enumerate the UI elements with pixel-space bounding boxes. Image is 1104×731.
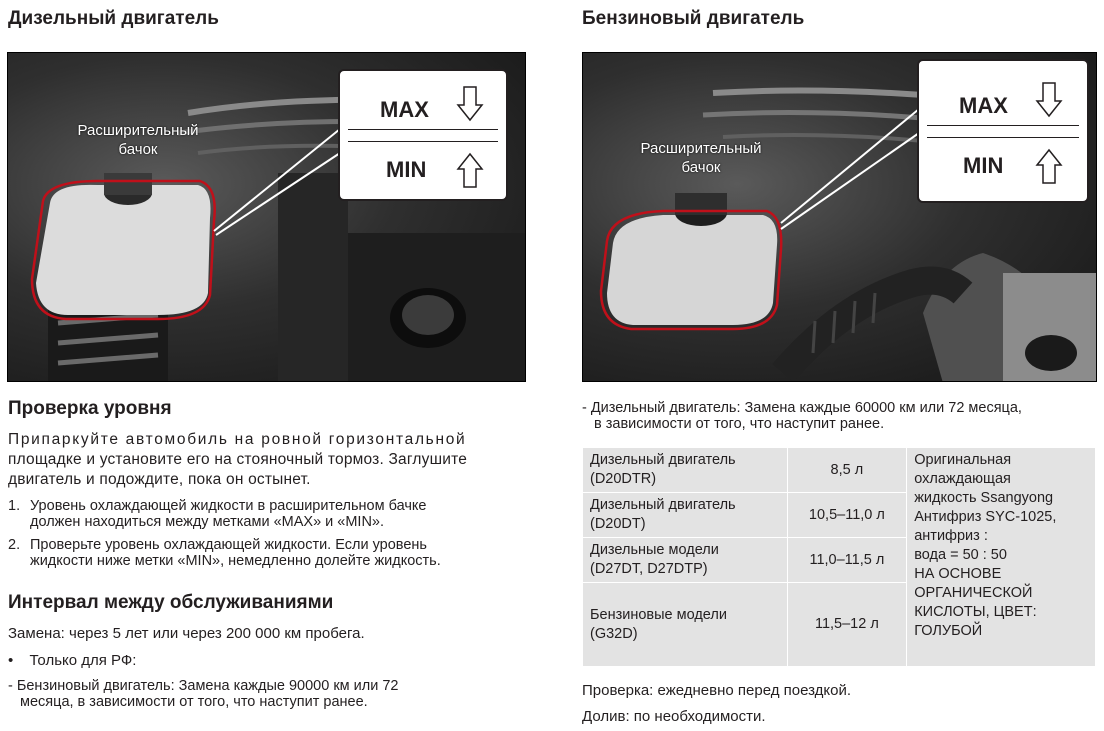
volume-cell: 11,5–12 л [787, 583, 907, 667]
model-code: (D27DT, D27DTP) [590, 561, 708, 577]
diesel-interval-note [582, 400, 1022, 432]
arrow-down-icon [1035, 81, 1063, 119]
model-code: (D20DT) [590, 516, 646, 532]
spec-line: ГОЛУБОЙ [914, 623, 983, 639]
petrol-level-callout [917, 59, 1089, 203]
diesel-tank-label [58, 121, 218, 159]
model-name: Дизельные модели [590, 542, 719, 558]
rf-only-bullet [8, 652, 136, 669]
check-level-title: Проверка уровня [8, 398, 172, 419]
check-level-paragraph [8, 430, 467, 490]
step-text: жидкости ниже метки «MIN», немедленно долейте жидкость. [30, 553, 441, 569]
diesel-heading: Дизельный двигатель [8, 8, 219, 29]
model-cell [583, 448, 788, 493]
diesel-min-label: MIN [386, 157, 427, 182]
service-interval-title: Интервал между обслуживаниями [8, 592, 334, 613]
petrol-max-line [927, 125, 1079, 126]
arrow-down-icon [456, 85, 484, 123]
diesel-level-callout [338, 69, 508, 201]
model-code: (G32D) [590, 625, 638, 642]
spec-line: жидкость Ssangyong [914, 490, 1054, 506]
volume-cell: 8,5 л [787, 448, 907, 493]
petrol-engine-photo [582, 52, 1097, 382]
coolant-spec-cell [907, 448, 1096, 667]
model-cell [583, 583, 788, 667]
paragraph-line: двигатель и подождите, пока он остынет. [8, 471, 311, 488]
check-frequency: Проверка: ежедневно перед поездкой. [582, 682, 852, 699]
volume-cell: 11,0–11,5 л [787, 538, 907, 583]
paragraph-line: площадке и установите его на стояночный тормоз. Заглушите [8, 451, 468, 468]
note-line: - Бензиновый двигатель: Замена каждые 90000 км или 72 [8, 678, 399, 694]
petrol-max-label: MAX [959, 93, 1008, 118]
note-line: в зависимости от того, что наступит ранее. [594, 416, 885, 432]
diesel-max-label: MAX [380, 97, 429, 122]
model-name: Бензиновые модели [590, 606, 727, 623]
arrow-up-icon [1035, 147, 1063, 185]
paragraph-line: Припаркуйте автомобиль на ровной горизонтальной [8, 431, 467, 448]
volume-cell: 10,5–11,0 л [787, 493, 907, 538]
model-name: Дизельный двигатель [590, 497, 736, 513]
step-number: 2. [8, 537, 21, 553]
diesel-engine-photo [7, 52, 526, 382]
spec-line: ОРГАНИЧЕСКОЙ [914, 585, 1033, 601]
arrow-up-icon [456, 151, 484, 189]
step-text: Проверьте уровень охлаждающей жидкости. Если уровень [30, 537, 427, 553]
petrol-min-line [927, 137, 1079, 138]
petrol-interval-note [8, 678, 399, 710]
petrol-min-label: MIN [963, 153, 1004, 178]
model-cell [583, 538, 788, 583]
step-number: 1. [8, 498, 21, 514]
spec-line: Антифриз SYC-1025, [914, 509, 1057, 525]
model-name: Дизельный двигатель [590, 452, 736, 468]
diesel-min-line [348, 141, 498, 142]
spec-line: антифриз : [914, 528, 988, 544]
model-code: (D20DTR) [590, 471, 657, 487]
note-line: месяца, в зависимости от того, что наступит ранее. [20, 694, 368, 710]
coolant-capacity-table [582, 447, 1096, 667]
spec-line: КИСЛОТЫ, ЦВЕТ: [914, 604, 1037, 620]
note-line: - Дизельный двигатель: Замена каждые 60000 км или 72 месяца, [582, 400, 1022, 416]
step-text: Уровень охлаждающей жидкости в расширительном бачке [30, 498, 427, 514]
diesel-tank-label-line1: Расширительный [77, 122, 199, 139]
spec-line: охлаждающая [914, 471, 1011, 487]
replacement-interval: Замена: через 5 лет или через 200 000 км пробега. [8, 625, 365, 642]
petrol-tank-label [621, 139, 781, 177]
model-cell [583, 493, 788, 538]
bullet-icon: • [8, 652, 14, 669]
topup-frequency: Долив: по необходимости. [582, 708, 766, 725]
diesel-max-line [348, 129, 498, 130]
spec-line: Оригинальная [914, 452, 1012, 468]
petrol-heading: Бензиновый двигатель [582, 8, 805, 29]
petrol-tank-label-line2: бачок [681, 159, 721, 176]
spec-line: НА ОСНОВЕ [914, 566, 1002, 582]
petrol-tank-label-line1: Расширительный [640, 140, 762, 157]
step-text: должен находиться между метками «MAX» и «MIN». [30, 514, 385, 530]
spec-line: вода = 50 : 50 [914, 547, 1007, 563]
diesel-tank-label-line2: бачок [118, 141, 158, 158]
table-row [583, 448, 1096, 493]
rf-only-text: Только для РФ: [29, 652, 137, 669]
